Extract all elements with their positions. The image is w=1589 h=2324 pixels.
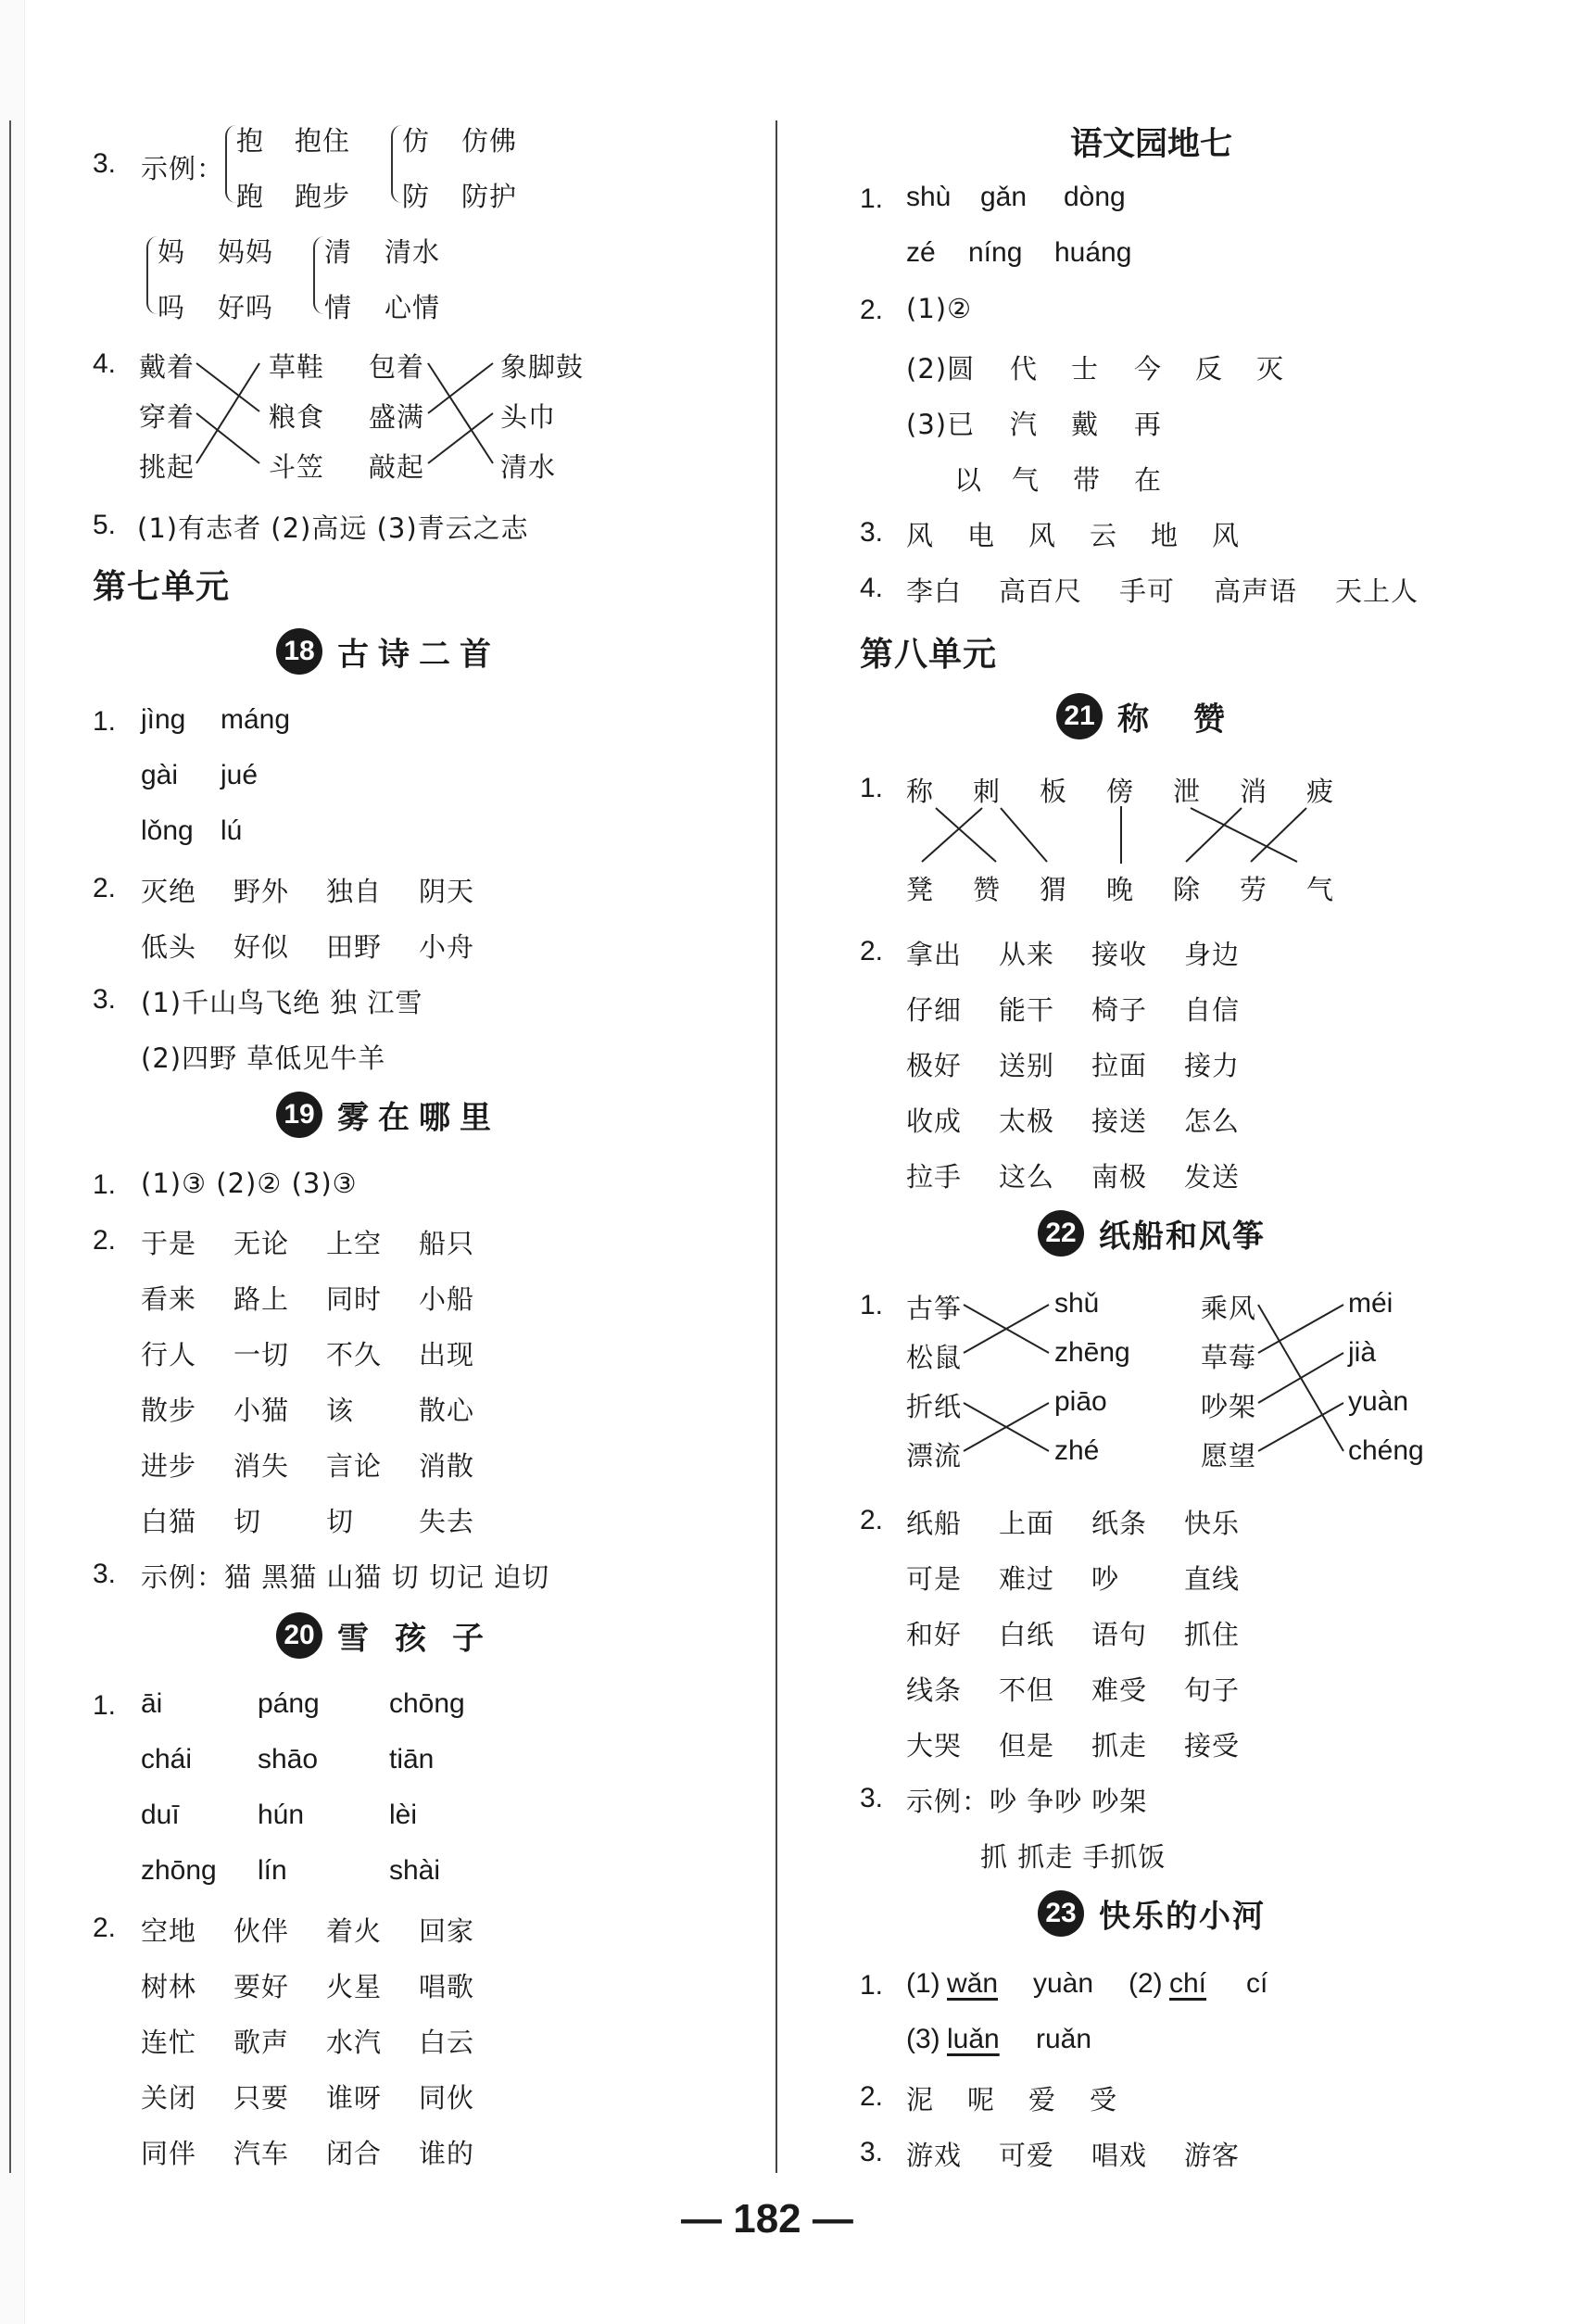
lesson-heading (1038, 1890, 1266, 1937)
char: 地 (1151, 520, 1179, 551)
pinyin: jué (221, 760, 259, 790)
pinyin: yuàn (1033, 1968, 1094, 1999)
pinyin: shǔ (1054, 1288, 1100, 1319)
word: 清水 (385, 236, 441, 268)
underlined-pinyin (947, 1968, 998, 2000)
answer-text: 抓 抓走 手抓饭 (980, 1841, 1167, 1873)
pinyin: chí (1169, 1968, 1207, 1999)
word: 闭合 (326, 2138, 383, 2169)
question-number: 3. (93, 1559, 117, 1589)
match-word: 漂流 (906, 1440, 963, 1471)
word: 一切 (233, 1339, 290, 1370)
word: 该 (326, 1395, 355, 1426)
word: 抓住 (1184, 1619, 1241, 1650)
word: 同伙 (419, 2082, 475, 2114)
word: 妈妈 (218, 236, 274, 268)
pinyin: chéng (1348, 1435, 1424, 1466)
word: 能干 (999, 994, 1055, 1026)
word: 无论 (233, 1228, 290, 1259)
question-number: 3. (860, 517, 884, 548)
word: 李白 (906, 575, 963, 607)
answer-text: (1)有志者 (2)高远 (3)青云之志 (137, 512, 529, 544)
word: 野外 (233, 876, 290, 907)
question-number: 1. (860, 773, 884, 803)
word: 言论 (326, 1450, 383, 1482)
word: 上面 (999, 1508, 1055, 1539)
char: 泄 (1173, 776, 1202, 807)
char: 抱 (236, 125, 265, 157)
underlined-pinyin (1169, 1968, 1206, 2000)
word: 只要 (233, 2082, 290, 2114)
word: 散心 (419, 1395, 475, 1426)
word: 这么 (999, 1161, 1055, 1193)
word: 仿佛 (461, 125, 518, 157)
word: 游客 (1184, 2140, 1241, 2171)
word: 歌声 (233, 2027, 290, 2058)
word: 白猫 (141, 1506, 197, 1537)
pinyin: piāo (1054, 1386, 1107, 1417)
char: 汽 (1010, 409, 1039, 440)
char: 风 (906, 520, 935, 551)
pinyin: luǎn (947, 2024, 1000, 2054)
example-prefix: 示例： (141, 153, 225, 184)
question-number: 1. (860, 1970, 884, 2001)
answer-text: (1)千山鸟飞绝 独 江雪 (141, 987, 423, 1018)
lesson-number-badge: 22 (1038, 1210, 1084, 1257)
match-word: 松鼠 (906, 1342, 963, 1373)
word: 极好 (906, 1050, 963, 1081)
char: 灭 (1256, 353, 1285, 385)
char: 气 (1012, 464, 1040, 496)
word: 语句 (1091, 1619, 1148, 1650)
question-number: 2. (93, 1913, 117, 1943)
pinyin: shài (389, 1855, 441, 1886)
char: 戴 (1071, 409, 1100, 440)
char: 劳 (1240, 874, 1268, 905)
word: 拿出 (906, 939, 963, 970)
match-word: 象脚鼓 (500, 351, 585, 383)
question-number: 2. (860, 936, 884, 966)
word: 接力 (1184, 1050, 1241, 1081)
word: 同伴 (141, 2138, 197, 2169)
char: 情 (324, 292, 353, 323)
word: 水汽 (326, 2027, 383, 2058)
lesson-number-badge: 23 (1038, 1890, 1084, 1937)
match-word: 草莓 (1201, 1342, 1257, 1373)
word: 唱歌 (419, 1971, 475, 2002)
match-word: 粮食 (269, 401, 325, 433)
unit-heading: 第七单元 (93, 568, 231, 606)
word: 接受 (1184, 1730, 1241, 1762)
match-word: 挑起 (139, 451, 195, 483)
pinyin: zhōng (141, 1855, 217, 1886)
match-word: 穿着 (139, 401, 195, 433)
char: 带 (1073, 464, 1102, 496)
lesson-number-badge: 18 (276, 628, 322, 675)
pinyin: duī (141, 1800, 180, 1830)
answer-text: 示例：吵 争吵 吵架 (906, 1786, 1148, 1817)
pinyin: páng (258, 1688, 320, 1719)
underlined-pinyin (947, 2024, 1000, 2055)
question-number: 2. (93, 1225, 117, 1256)
pinyin: tiān (389, 1744, 435, 1775)
question-number: 1. (93, 1169, 117, 1200)
word: 阴天 (419, 876, 475, 907)
answer-text: 示例：猫 黑猫 山猫 切 切记 迫切 (141, 1561, 550, 1593)
question-number: 2. (860, 2081, 884, 2112)
char: 清 (324, 236, 353, 268)
word: 上空 (326, 1228, 383, 1259)
match-word: 草鞋 (269, 351, 325, 383)
word: 散步 (141, 1395, 197, 1426)
word: 同时 (326, 1283, 383, 1315)
match-word: 盛满 (369, 401, 425, 433)
match-word: 包着 (369, 351, 425, 383)
char: 在 (1134, 464, 1163, 496)
word: 游戏 (906, 2140, 963, 2171)
match-word: 头巾 (500, 401, 557, 433)
unit-heading: 第八单元 (860, 636, 998, 674)
lesson-title: 古诗二首 (337, 636, 500, 674)
pinyin: chōng (389, 1688, 465, 1719)
word: 好吗 (218, 292, 274, 323)
word: 接送 (1091, 1105, 1148, 1137)
word: 收成 (906, 1105, 963, 1137)
pinyin: níng (968, 237, 1023, 268)
word: 看来 (141, 1283, 197, 1315)
pinyin: lǒng (141, 815, 194, 846)
char: 防 (402, 181, 431, 212)
word: 仔细 (906, 994, 963, 1026)
question-number: 3. (93, 148, 117, 179)
match-line (1258, 1353, 1343, 1403)
char: 今 (1134, 353, 1163, 385)
word: 唱戏 (1091, 2140, 1148, 2171)
pinyin: zé (906, 237, 936, 268)
match-word: 折纸 (906, 1391, 963, 1422)
pinyin: máng (221, 704, 291, 735)
word: 发送 (1184, 1161, 1241, 1193)
question-number: 1. (860, 1290, 884, 1320)
pinyin: lèi (389, 1800, 418, 1830)
word: 接收 (1091, 939, 1148, 970)
pinyin: gǎn (980, 182, 1028, 212)
word: 吵 (1091, 1563, 1120, 1595)
word: 白纸 (999, 1619, 1055, 1650)
char: 吗 (158, 292, 186, 323)
word: 天上人 (1335, 575, 1419, 607)
word: 消散 (419, 1450, 475, 1482)
question-number: 2. (860, 1505, 884, 1535)
word: 防护 (461, 181, 518, 212)
pinyin: lín (258, 1855, 287, 1886)
char: 疲 (1306, 776, 1335, 807)
char: 称 (906, 776, 935, 807)
section-heading: 语文园地七 (1070, 126, 1233, 163)
word: 路上 (233, 1283, 290, 1315)
word: 难受 (1091, 1674, 1148, 1706)
question-number: 4. (93, 348, 117, 379)
word: 太极 (999, 1105, 1055, 1137)
word: 和好 (906, 1619, 963, 1650)
question-number: 1. (93, 706, 117, 737)
match-word: 乘风 (1201, 1293, 1257, 1324)
question-number: 1. (860, 183, 884, 214)
word: 小猫 (233, 1395, 290, 1426)
char: 傍 (1106, 776, 1135, 807)
match-word: 古筝 (906, 1293, 963, 1324)
question-number: 2. (860, 295, 884, 325)
word: 田野 (326, 931, 383, 963)
word: 纸船 (906, 1508, 963, 1539)
lesson-number-badge: 21 (1056, 693, 1103, 739)
match-word: 吵架 (1201, 1391, 1257, 1422)
word: 高百尺 (999, 575, 1083, 607)
word: 连忙 (141, 2027, 197, 2058)
pinyin: wǎn (947, 1968, 999, 1999)
match-line (1258, 1305, 1343, 1353)
word: 伙伴 (233, 1915, 290, 1947)
pinyin: lú (221, 815, 243, 846)
pinyin: shāo (258, 1744, 319, 1775)
word: 高声语 (1214, 575, 1298, 607)
word: 白云 (419, 2027, 475, 2058)
word: 进步 (141, 1450, 197, 1482)
pinyin: ruǎn (1036, 2024, 1092, 2054)
char: 赞 (973, 874, 1002, 905)
pinyin: chái (141, 1744, 193, 1775)
page-number: — 182 — (681, 2196, 853, 2242)
word: 自信 (1184, 994, 1241, 1026)
word: 于是 (141, 1228, 197, 1259)
item-label: (1) (906, 1968, 940, 1999)
word: 可是 (906, 1563, 963, 1595)
word: 消失 (233, 1450, 290, 1482)
word: 身边 (1184, 939, 1241, 970)
word: 心情 (385, 292, 441, 323)
word: 空地 (141, 1915, 197, 1947)
word: 送别 (999, 1050, 1055, 1081)
lesson-title: 纸船和风筝 (1099, 1218, 1266, 1256)
char: 气 (1306, 874, 1335, 905)
question-number: 3. (860, 1783, 884, 1813)
item-label: (3) (906, 2024, 940, 2054)
word: 回家 (419, 1915, 475, 1947)
char: 妈 (158, 236, 186, 268)
char: 呢 (967, 2084, 996, 2116)
word: 出现 (419, 1339, 475, 1370)
char: 爱 (1028, 2084, 1057, 2116)
lesson-title: 快乐的小河 (1099, 1898, 1266, 1936)
word: 快乐 (1184, 1508, 1241, 1539)
answer-text: (2)四野 草低见牛羊 (141, 1042, 386, 1074)
pinyin: shù (906, 182, 952, 212)
word: 不久 (326, 1339, 383, 1370)
lesson-number-badge: 19 (276, 1092, 322, 1138)
char: (2)圆 (906, 353, 976, 385)
char: 云 (1090, 520, 1118, 551)
word: 句子 (1184, 1674, 1241, 1706)
word: 南极 (1091, 1161, 1148, 1193)
pinyin: méi (1348, 1288, 1394, 1319)
char: 风 (1028, 520, 1057, 551)
match-word: 愿望 (1201, 1440, 1257, 1471)
word: 独自 (326, 876, 383, 907)
question-number: 4. (860, 573, 884, 603)
pinyin: zhēng (1054, 1337, 1130, 1368)
question-number: 1. (93, 1690, 117, 1721)
word: 失去 (419, 1506, 475, 1537)
word: 切 (233, 1506, 262, 1537)
word: 好似 (233, 931, 290, 963)
question-number: 2. (93, 873, 117, 903)
char: 跑 (236, 181, 265, 212)
char: 泥 (906, 2084, 935, 2116)
answer-text: (1)③ (2)② (3)③ (141, 1168, 358, 1199)
word: 拉面 (1091, 1050, 1148, 1081)
word: 着火 (326, 1915, 383, 1947)
char: (3)已 (906, 409, 976, 440)
pinyin: gài (141, 760, 179, 790)
pinyin: hún (258, 1800, 305, 1830)
pinyin: jìng (141, 704, 186, 735)
lesson-number-badge: 20 (276, 1612, 322, 1659)
word: 手可 (1119, 575, 1176, 607)
char: 刺 (973, 776, 1002, 807)
char: 电 (967, 520, 996, 551)
char: 凳 (906, 874, 935, 905)
word: 纸条 (1091, 1508, 1148, 1539)
char: 除 (1173, 874, 1202, 905)
char: 受 (1090, 2084, 1118, 2116)
char: 代 (1010, 353, 1039, 385)
char: 晚 (1106, 874, 1135, 905)
pinyin: cí (1246, 1968, 1268, 1999)
word: 火星 (326, 1971, 383, 2002)
word: 难过 (999, 1563, 1055, 1595)
word: 但是 (999, 1730, 1055, 1762)
word: 抓走 (1091, 1730, 1148, 1762)
char: 消 (1240, 776, 1268, 807)
match-word: 清水 (500, 451, 557, 483)
word: 跑步 (295, 181, 351, 212)
pinyin: āi (141, 1688, 163, 1719)
word: 要好 (233, 1971, 290, 2002)
pinyin: dòng (1064, 182, 1126, 212)
item-label: (2) (1129, 1968, 1163, 1999)
word: 谁呀 (326, 2082, 383, 2114)
char: 以 (954, 464, 983, 496)
char: 仿 (402, 125, 431, 157)
word: 不但 (999, 1674, 1055, 1706)
word: 低头 (141, 931, 197, 963)
match-word: 斗笠 (269, 451, 325, 483)
word: 抱住 (295, 125, 351, 157)
char: 士 (1071, 353, 1100, 385)
word: 小舟 (419, 931, 475, 963)
word: 切 (326, 1506, 355, 1537)
match-line (1258, 1403, 1343, 1451)
word: 从来 (999, 939, 1055, 970)
word: 行人 (141, 1339, 197, 1370)
char: 猬 (1040, 874, 1068, 905)
word: 线条 (906, 1674, 963, 1706)
word: 谁的 (419, 2138, 475, 2169)
pinyin: huáng (1054, 237, 1132, 268)
char: 板 (1040, 776, 1068, 807)
word: 可爱 (999, 2140, 1055, 2171)
lesson-title: 雪孩子 (337, 1620, 510, 1658)
pinyin: yuàn (1348, 1386, 1409, 1417)
word: 拉手 (906, 1161, 963, 1193)
char: 风 (1212, 520, 1241, 551)
char: 再 (1134, 409, 1163, 440)
word: 关闭 (141, 2082, 197, 2114)
word: 树林 (141, 1971, 197, 2002)
word: 怎么 (1184, 1105, 1241, 1137)
word: 直线 (1184, 1563, 1241, 1595)
lesson-title: 雾在哪里 (337, 1099, 500, 1137)
question-number: 5. (93, 510, 117, 540)
pinyin: zhé (1054, 1435, 1100, 1466)
pinyin: jià (1348, 1337, 1377, 1368)
lesson-title: 称赞 (1117, 701, 1269, 739)
word: 小船 (419, 1283, 475, 1315)
word: 汽车 (233, 2138, 290, 2169)
question-number: 3. (860, 2137, 884, 2167)
question-number: 3. (93, 984, 117, 1015)
word: 船只 (419, 1228, 475, 1259)
word: 椅子 (1091, 994, 1148, 1026)
word: 大哭 (906, 1730, 963, 1762)
match-word: 戴着 (139, 351, 195, 383)
word: 灭绝 (141, 876, 197, 907)
answer-text: (1)② (906, 293, 973, 324)
match-word: 敲起 (369, 451, 425, 483)
char: 反 (1195, 353, 1224, 385)
